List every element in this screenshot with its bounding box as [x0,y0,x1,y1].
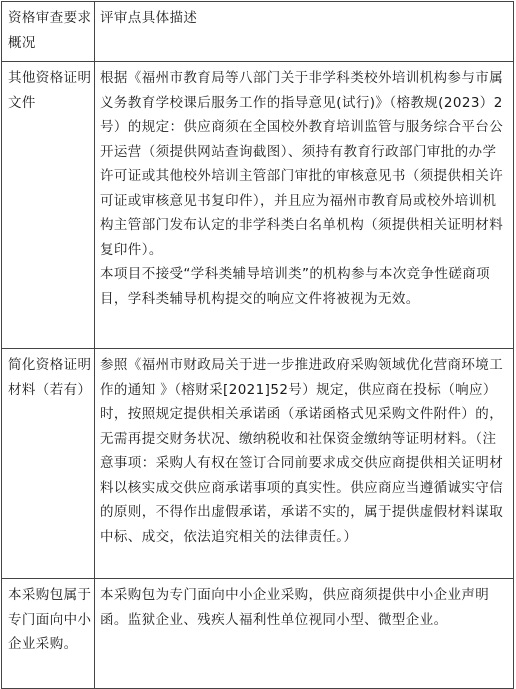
row-label-simplified-materials: 简化资格证明材料（若有） [2,349,95,579]
row-desc-other-qualification [95,62,514,349]
table-row [2,62,514,349]
header-requirement-overview: 资格审查要求概况 [2,2,95,62]
row-label-sme-procurement: 本采购包属于专门面向中小企业采购。 [2,579,95,689]
review-criteria-table [1,1,514,689]
desc-paragraph: 根据《福州市教育局等八部门关于非学科类校外培训机构参与市属义务教育学校课后服务工作的指导意见(试行)》（榕教规(2023）2号）的规定：供应商须在全国校外教育培训监管与服务综合平台公开运营（须提供网站查询截图）、须持有教育行政部门审批的办学许可证或其他校外培训主管部门审批的审核意见书（须提供相关许可证或审核意见书复印件），并且应为福州市教育局或校外培训机构主管部门发布认定的非学科类白名单机构（须提供相关证明材料复印件）。 [100,70,504,258]
desc-paragraph: 参照《福州市财政局关于进一步推进政府采购领域优化营商环境工作的通知 》（榕财采[2021]52号）规定，供应商在投标（响应）时，按照规定提供相关承诺函（承诺函格式见采购文件附件）的，无需再提交财务状况、缴纳税收和社保资金缴纳等证明材料。（注意事项：采购人有权在签订合同前要求成交供应商提供相关证明材料以核实成交供应商承诺事项的真实性。供应商应当遵循诚实守信的原则，不得作出虚假承诺，承诺不实的，属于提供虚假材料谋取中标、成交，依法追究相关的法律责任。） [100,357,504,545]
desc-paragraph: 本采购包为专门面向中小企业采购，供应商须提供中小企业声明函。监狱企业、残疾人福利性单位视同小型、微型企业。 [100,587,490,628]
row-desc-simplified-materials [95,349,514,579]
header-review-description: 评审点具体描述 [95,2,514,62]
table-row [2,579,514,689]
row-label-other-qualification: 其他资格证明文件 [2,62,95,349]
table-row [2,349,514,579]
row-desc-sme-procurement [95,579,514,689]
desc-paragraph: 本项目不接受“学科类辅导培训类”的机构参与本次竞争性磋商项目，学科类辅导机构提交的响应文件将被视为无效。 [100,266,491,307]
table-header-row [2,2,514,62]
